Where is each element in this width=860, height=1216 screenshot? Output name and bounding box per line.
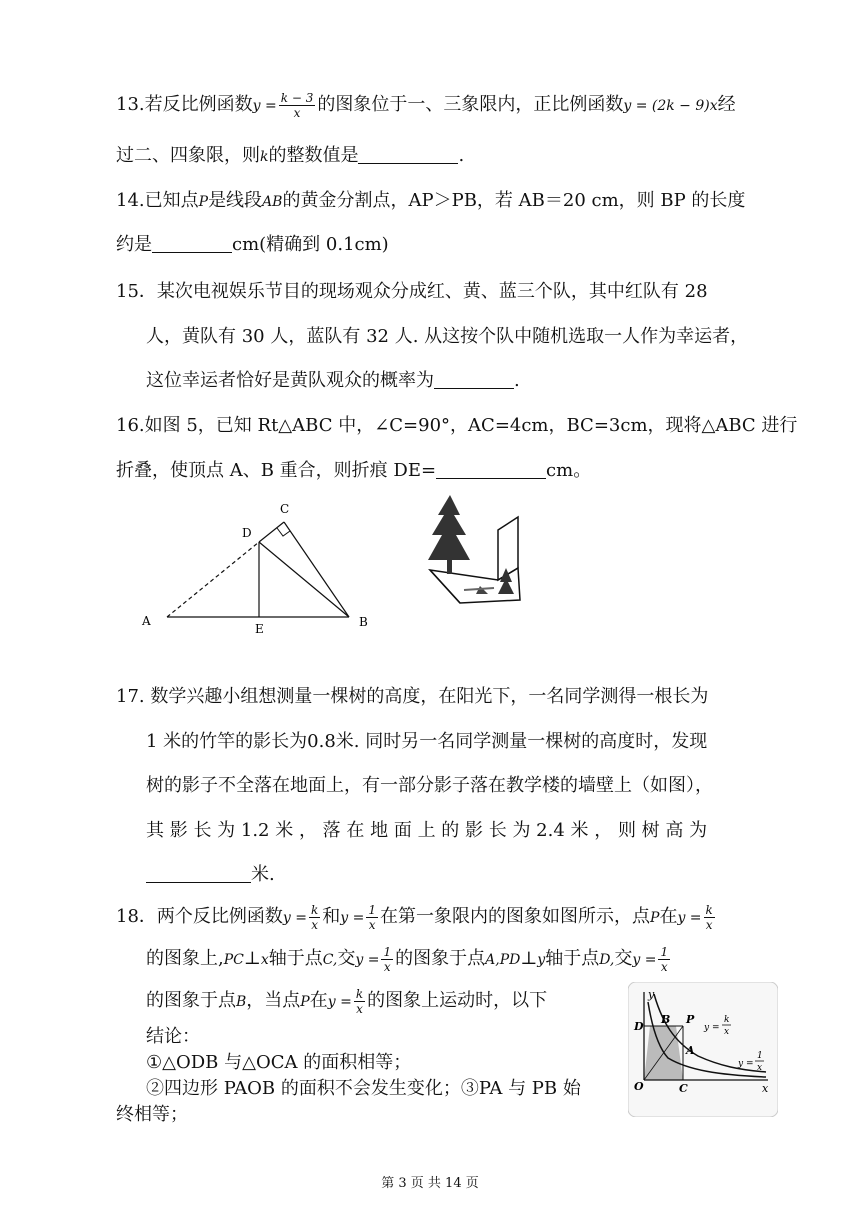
q16-line1: 16.如图 5，已知 Rt△ABC 中，∠C=90°，AC=4cm，BC=3cm，现将△ABC 进行 bbox=[116, 415, 798, 436]
eq: y = bbox=[340, 910, 365, 926]
label-a: A bbox=[142, 614, 151, 628]
q15-line3 bbox=[146, 366, 520, 392]
tree-trunk bbox=[447, 560, 452, 574]
var: y bbox=[537, 952, 546, 968]
fraction bbox=[354, 987, 365, 1016]
graph-eq2-den: x bbox=[757, 1063, 763, 1073]
fold-dashed-line bbox=[167, 542, 259, 617]
text: 折叠，使顶点 A、B 重合，则折痕 DE= bbox=[116, 460, 437, 481]
text: 轴于点 bbox=[545, 948, 600, 969]
var: D, bbox=[599, 952, 615, 968]
q17-line1: 17. 数学兴趣小组想测量一棵树的高度，在阳光下，一名同学测得一根长为 bbox=[116, 686, 709, 707]
segment-cb bbox=[284, 522, 349, 617]
text: 米. bbox=[251, 864, 275, 885]
eq: y = bbox=[632, 952, 657, 968]
q17-line3: 树的影子不全落在地面上，有一部分影子落在教学楼的墙壁上（如图）， bbox=[146, 775, 713, 796]
answer-blank[interactable] bbox=[358, 145, 458, 164]
label-c: C bbox=[280, 502, 290, 516]
triangle-figure bbox=[130, 495, 390, 640]
var: AB bbox=[262, 194, 283, 210]
q18-line2 bbox=[146, 944, 672, 974]
q17-line5 bbox=[146, 860, 275, 886]
label-d: D bbox=[242, 526, 252, 540]
numerator: k − 3 bbox=[280, 90, 314, 105]
text: ⊥ bbox=[520, 948, 538, 969]
var: k bbox=[260, 149, 269, 165]
graph-label-a: A bbox=[686, 1044, 695, 1057]
text: 是线段 bbox=[208, 190, 263, 211]
graph-label-b: B bbox=[661, 1013, 671, 1026]
denominator: x bbox=[383, 959, 391, 974]
equation-part: y = bbox=[252, 98, 277, 114]
numerator: k bbox=[311, 902, 319, 917]
denominator: x bbox=[311, 917, 319, 932]
numerator: 1 bbox=[660, 944, 669, 959]
graph-eq2-num: 1 bbox=[757, 1051, 763, 1061]
denominator: x bbox=[660, 959, 668, 974]
denominator: x bbox=[293, 105, 301, 120]
text: . bbox=[458, 145, 465, 166]
var: C, bbox=[322, 952, 338, 968]
text: 和 bbox=[322, 906, 341, 927]
numerator: 1 bbox=[383, 944, 392, 959]
numerator: 1 bbox=[368, 902, 377, 917]
graph-label-p: P bbox=[686, 1013, 695, 1026]
page-footer: 第 3 页 共 14 页 bbox=[381, 1176, 479, 1191]
q14-line1 bbox=[116, 186, 745, 212]
denominator: x bbox=[705, 917, 713, 932]
denominator: x bbox=[356, 1001, 363, 1016]
text: 在第一象限内的图象如图所示，点 bbox=[380, 906, 651, 927]
text: 13.若反比例函数 bbox=[116, 94, 253, 115]
tree-shadow-illustration bbox=[420, 490, 540, 610]
text: 交 bbox=[337, 948, 356, 969]
inverse-function-graph bbox=[628, 982, 778, 1117]
q17-line4: 其 影 长 为 1.2 米 ， 落 在 地 面 上 的 影 长 为 2.4 米 ， 则 树 高 为 bbox=[146, 820, 708, 841]
answer-blank[interactable] bbox=[434, 370, 514, 389]
graph-eq1-den: x bbox=[724, 1027, 730, 1037]
text: 18．两个反比例函数 bbox=[116, 906, 283, 927]
text: 的图象于点 bbox=[395, 948, 486, 969]
q15-line1: 15．某次电视娱乐节目的现场观众分成红、黄、蓝三个队，其中红队有 28 bbox=[116, 281, 708, 302]
q18-line7: 终相等； bbox=[116, 1104, 188, 1125]
graph-eq1-lhs: y = bbox=[704, 1023, 720, 1033]
text: 这位幸运者恰好是黄队观众的概率为 bbox=[146, 370, 434, 391]
var: P bbox=[198, 194, 209, 210]
text: 在 bbox=[309, 990, 328, 1011]
text: cm。 bbox=[546, 460, 592, 481]
q14-line2 bbox=[116, 230, 389, 256]
fraction bbox=[279, 91, 316, 120]
var: A, bbox=[485, 952, 500, 968]
text: 的图象上, bbox=[146, 948, 224, 969]
eq: y = bbox=[327, 994, 352, 1010]
graph-eq1-num: k bbox=[724, 1015, 730, 1025]
text: 经 bbox=[717, 94, 736, 115]
text: ⊥ bbox=[243, 948, 261, 969]
tree-icon bbox=[428, 495, 470, 560]
right-angle-mark bbox=[277, 528, 290, 536]
text: 的整数值是 bbox=[268, 145, 359, 166]
q18-line5: ①△ODB 与△OCA 的面积相等； bbox=[146, 1052, 412, 1073]
var: B bbox=[236, 994, 247, 1010]
q13-line2 bbox=[116, 141, 464, 167]
text: . bbox=[514, 370, 520, 391]
text: 交 bbox=[614, 948, 633, 969]
text: 14.已知点 bbox=[116, 190, 199, 211]
graph-label-o: O bbox=[634, 1080, 644, 1093]
segment-db bbox=[259, 542, 349, 617]
label-b: B bbox=[359, 615, 368, 629]
q18-line3 bbox=[146, 986, 547, 1016]
text: cm(精确到 0.1cm) bbox=[232, 234, 389, 255]
fraction bbox=[704, 903, 715, 932]
q17-line2: 1 米的竹竿的影长为0.8米. 同时另一名同学测量一棵树的高度时，发现 bbox=[146, 731, 708, 752]
var: P bbox=[650, 910, 660, 926]
q18-line1 bbox=[116, 902, 717, 932]
eq: y = bbox=[282, 910, 307, 926]
text: 过二、四象限，则 bbox=[116, 145, 260, 166]
ground-edge bbox=[430, 570, 460, 603]
q16-line2 bbox=[116, 456, 591, 482]
shadow-line bbox=[464, 588, 494, 590]
text: 的图象于点 bbox=[146, 990, 236, 1011]
graph-label-y: y bbox=[648, 988, 655, 1001]
eq: y = bbox=[677, 910, 702, 926]
text: 轴于点 bbox=[268, 948, 323, 969]
numerator: k bbox=[355, 986, 364, 1001]
answer-blank[interactable] bbox=[152, 234, 232, 253]
var: PD bbox=[499, 952, 521, 968]
q18-line6: ②四边形 PAOB 的面积不会发生变化；③PA 与 PB 始 bbox=[146, 1078, 581, 1099]
numerator: k bbox=[705, 902, 713, 917]
equation: y = (2k − 9)x bbox=[623, 98, 718, 114]
fraction bbox=[658, 945, 670, 974]
var: P bbox=[300, 994, 310, 1010]
text: 在 bbox=[659, 906, 678, 927]
q13-line1 bbox=[116, 90, 736, 120]
eq: y = bbox=[355, 952, 380, 968]
graph-label-d: D bbox=[634, 1020, 644, 1033]
text: 的图象位于一、三象限内，正比例函数 bbox=[317, 94, 624, 115]
fraction bbox=[309, 903, 320, 932]
var: PC bbox=[223, 952, 244, 968]
q18-line4: 结论： bbox=[146, 1026, 200, 1047]
graph-label-x: x bbox=[762, 1082, 769, 1095]
graph-label-c: C bbox=[679, 1082, 688, 1095]
fraction bbox=[381, 945, 393, 974]
text: 约是 bbox=[116, 234, 152, 255]
text: 的图象上运动时，以下 bbox=[367, 990, 548, 1011]
answer-blank[interactable] bbox=[436, 460, 546, 479]
q15-line2: 人，黄队有 30 人，蓝队有 32 人. 从这按个队中随机选取一人作为幸运者， bbox=[146, 326, 749, 347]
graph-eq2-lhs: y = bbox=[738, 1059, 754, 1069]
answer-blank[interactable] bbox=[146, 864, 251, 883]
var: x bbox=[260, 952, 269, 968]
denominator: x bbox=[368, 917, 376, 932]
fraction bbox=[366, 903, 378, 932]
text: ，当点 bbox=[246, 990, 301, 1011]
label-e: E bbox=[255, 622, 264, 636]
text: 的黄金分割点，AP＞PB，若 AB＝20 cm，则 BP 的长度 bbox=[282, 190, 746, 211]
